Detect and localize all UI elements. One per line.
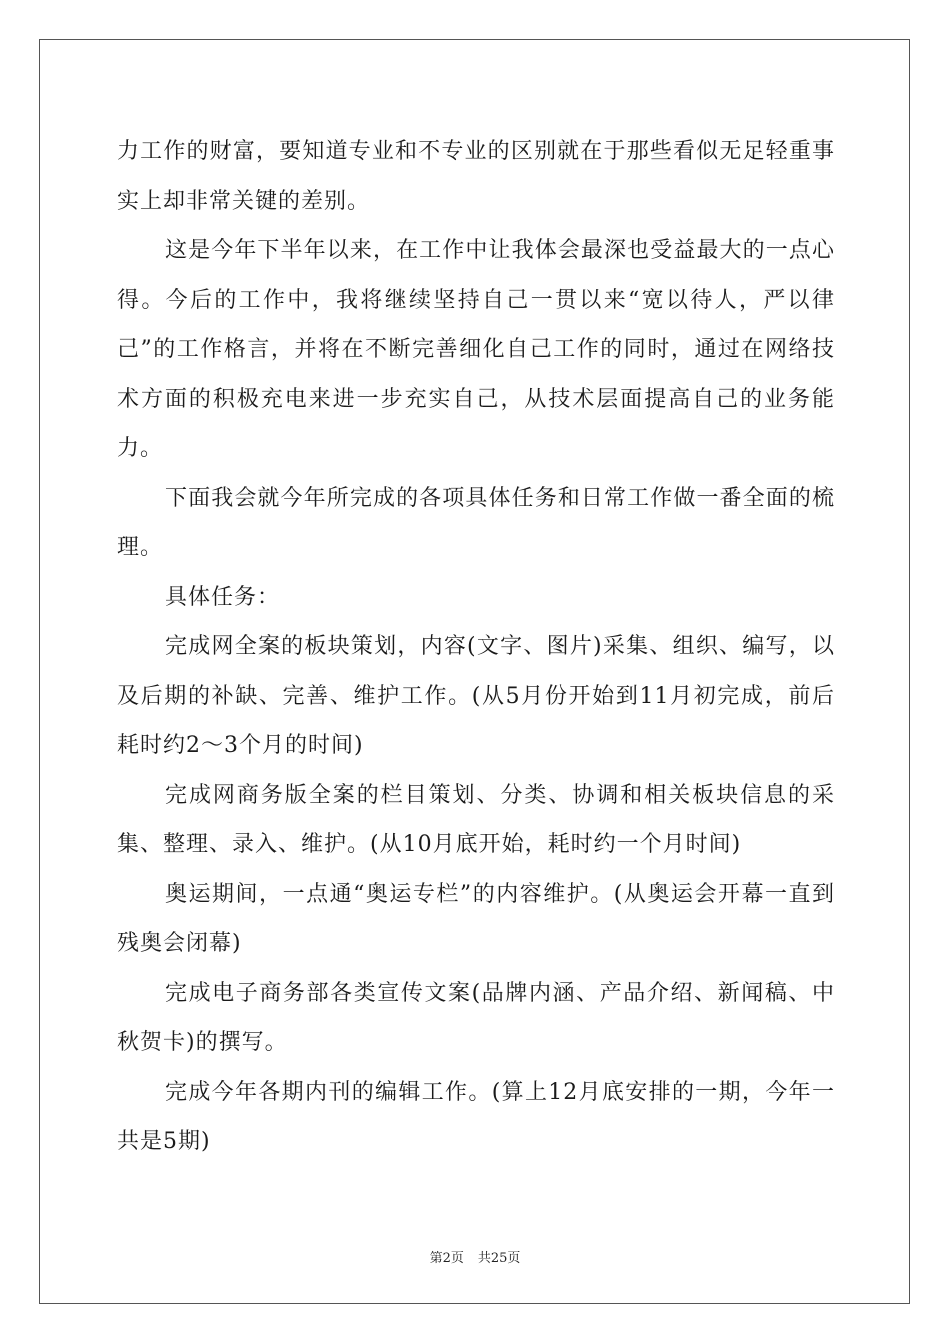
- paragraph: 完成网商务版全案的栏目策划、分类、协调和相关板块信息的采集、整理、录入、维护。(从10月底开始，耗时约一个月时间): [117, 782, 835, 857]
- paragraph: 完成网全案的板块策划，内容(文字、图片)采集、组织、编写，以及后期的补缺、完善、维护工作。(从5月份开始到11月初完成，前后耗时约2～3个月的时间): [117, 634, 835, 758]
- document-body: [117, 127, 835, 1167]
- paragraph: 完成今年各期内刊的编辑工作。(算上12月底安排的一期，今年一共是5期): [117, 1079, 835, 1154]
- paragraph: 力工作的财富，要知道专业和不专业的区别就在于那些看似无足轻重事实上却非常关键的差别。: [117, 139, 835, 214]
- page-number: 第2页: [429, 1251, 464, 1266]
- paragraph: 完成电子商务部各类宣传文案(品牌内涵、产品介绍、新闻稿、中秋贺卡)的撰写。: [117, 980, 835, 1055]
- page-total: 共25页: [477, 1251, 521, 1266]
- paragraph: 这是今年下半年以来，在工作中让我体会最深也受益最大的一点心得。今后的工作中，我将继续坚持自己一贯以来“宽以待人，严以律己”的工作格言，并将在不断完善细化自己工作的同时，通过在网络技术方面的积极充电来进一步充实自己，从技术层面提高自己的业务能力。: [117, 238, 835, 461]
- paragraph: 奥运期间，一点通“奥运专栏”的内容维护。(从奥运会开幕一直到残奥会闭幕): [117, 881, 835, 956]
- paragraph: 具体任务：: [165, 584, 281, 610]
- page-footer: [0, 1247, 950, 1266]
- paragraph: 下面我会就今年所完成的各项具体任务和日常工作做一番全面的梳理。: [117, 485, 835, 560]
